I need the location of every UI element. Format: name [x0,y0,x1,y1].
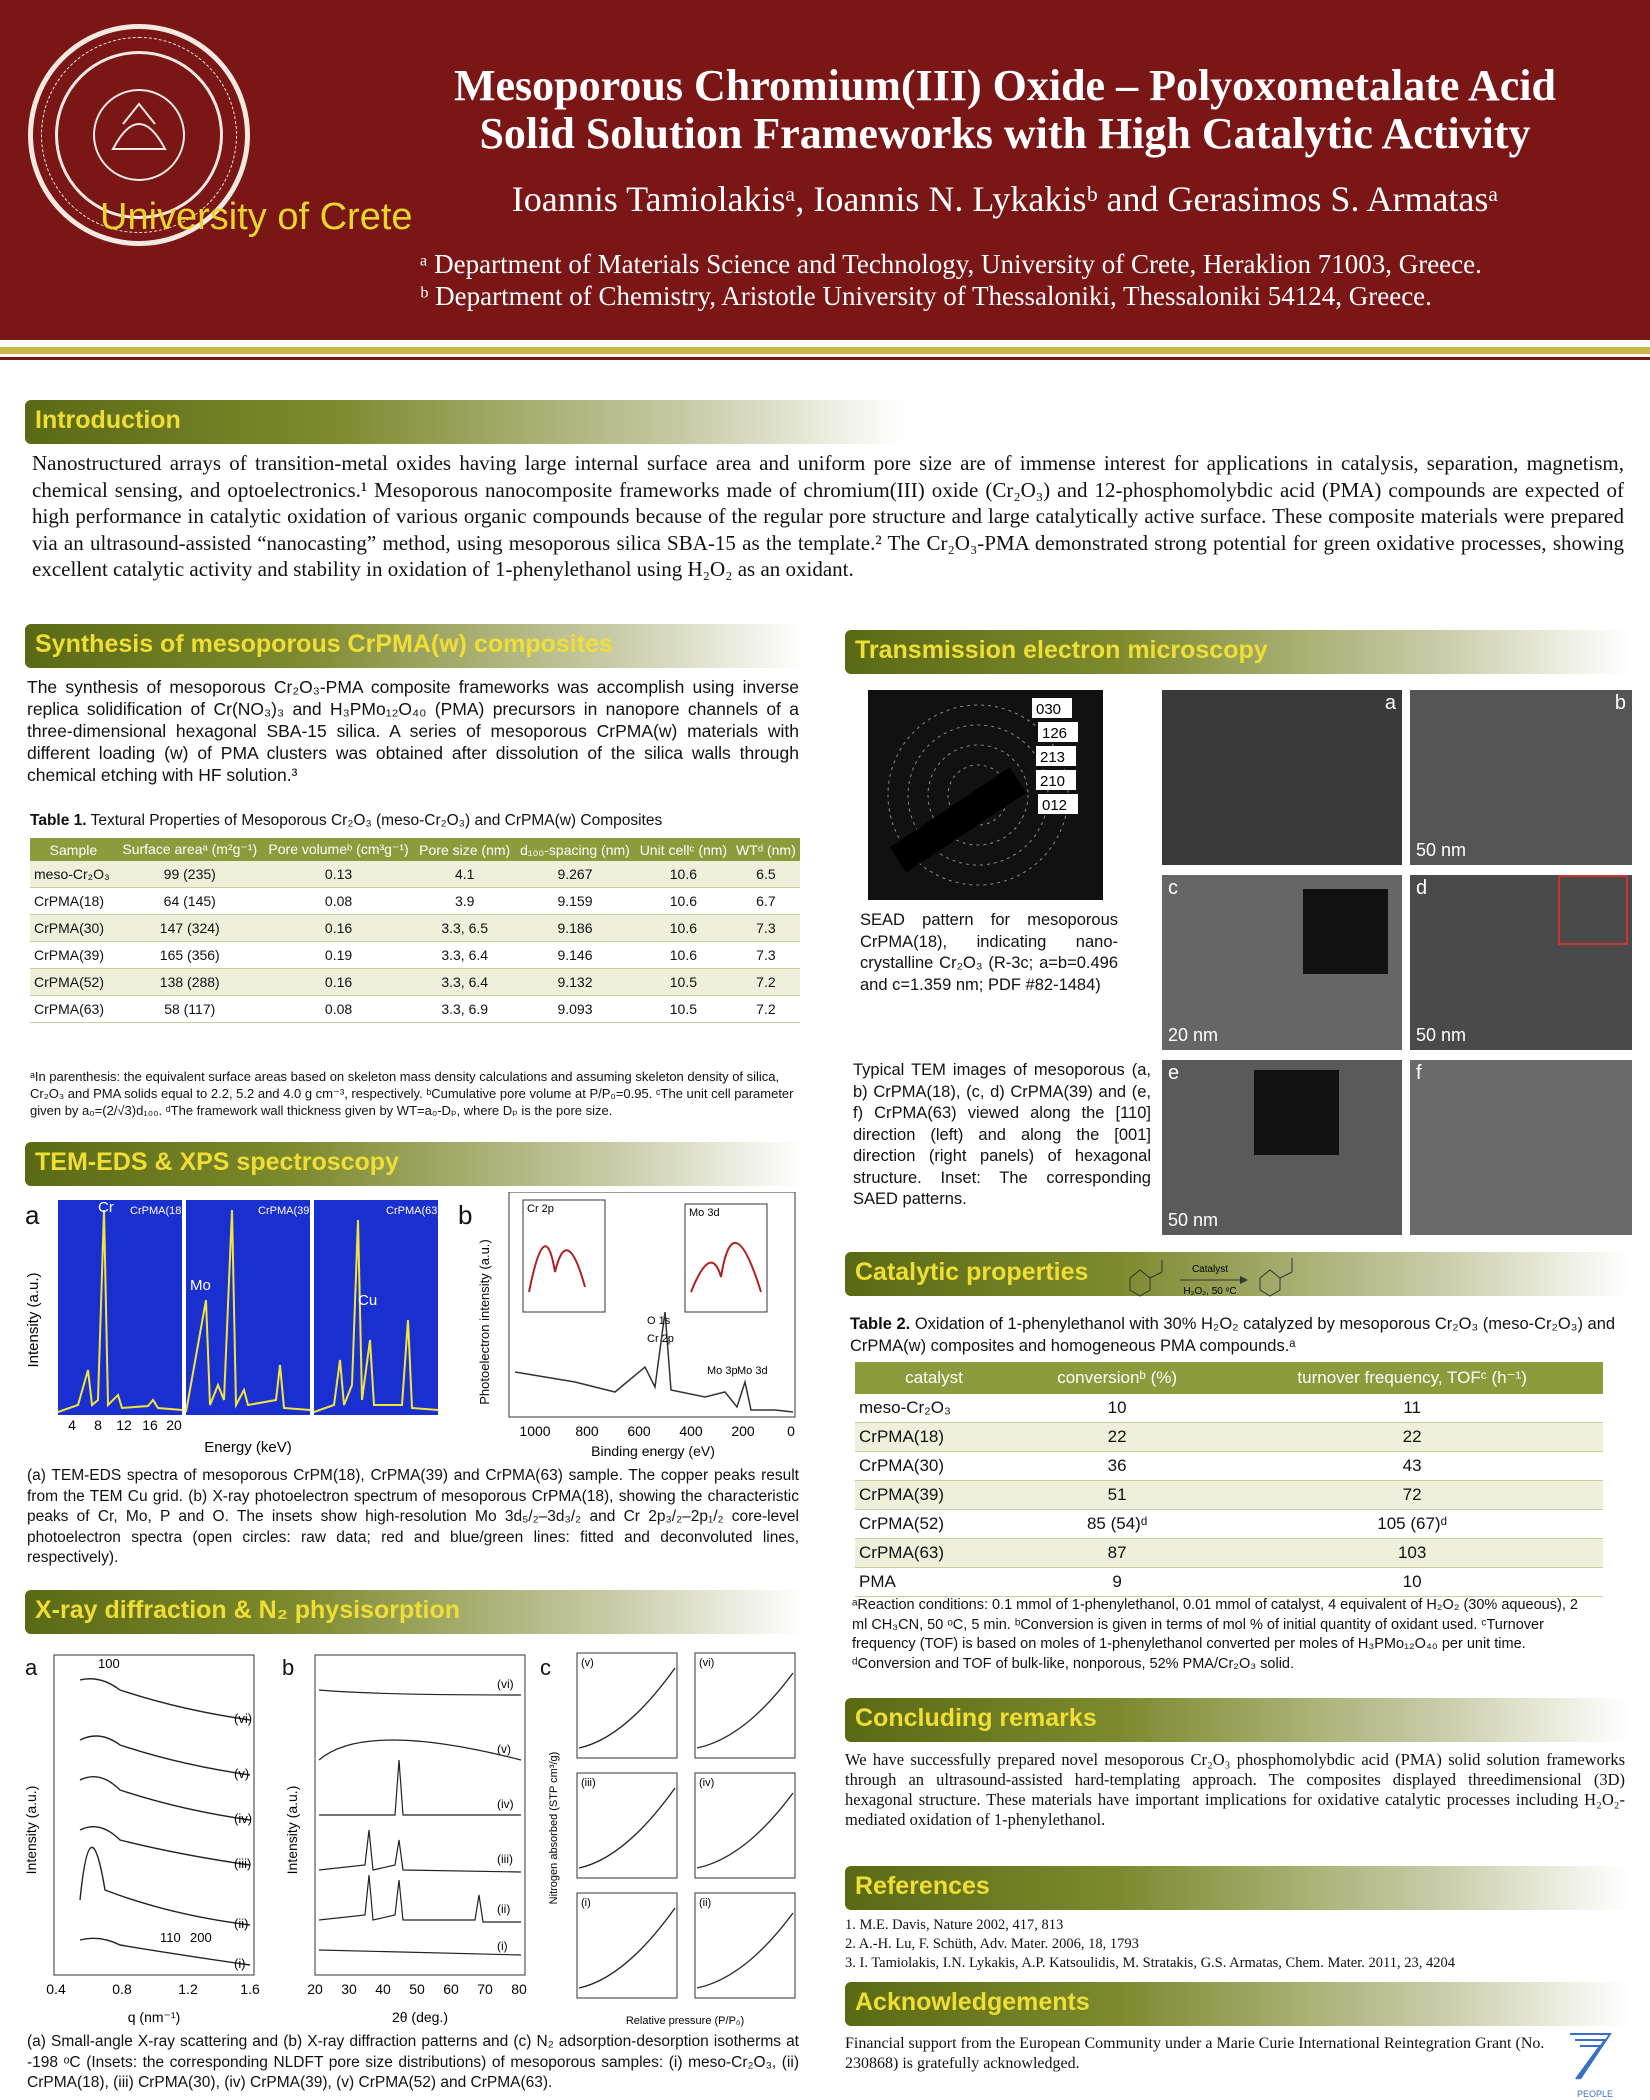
table1-cell: 6.7 [732,888,800,915]
n2-ylabel: Nitrogen absorbed (STP cm³/g) [548,1751,560,1905]
university-name: University of Crete [100,196,413,238]
table-row [855,1394,1603,1423]
synthesis-heading: Synthesis of mesoporous CrPMA(w) composites [25,624,805,668]
table1-cell: CrPMA(18) [30,888,117,915]
table2-cell: 10 [1013,1394,1221,1423]
svg-text:8: 8 [94,1417,102,1433]
ack-heading: Acknowledgements [845,1982,1630,2026]
affiliation-a: ᵃ Department of Materials Science and Technology, University of Crete, Heraklion 71003, Greece. [420,249,1482,279]
authors: Ioannis Tamiolakisᵃ, Ioannis N. Lykakisᵇ and Gerasimos S. Armatasᵃ [511,179,1499,219]
table1-cell: CrPMA(30) [30,915,117,942]
reference-1: 1. M.E. Davis, Nature 2002, 417, 813 [845,1917,1064,1933]
xps-peak-o1s: O 1s [647,1315,671,1327]
table-row [30,888,800,915]
table1-cell: 10.5 [635,969,732,996]
header-stripe [0,347,1650,354]
table1-cell: 7.2 [732,969,800,996]
xps-peak-mo3d: Mo 3d [737,1365,768,1377]
table-row [855,1481,1603,1510]
svg-text:(i): (i) [497,1939,508,1953]
table1-cell: 10.6 [635,942,732,969]
table1-col-header: Unit cellᶜ (nm) [635,838,732,861]
scheme-conditions: H₂O₂, 50 ᵒC [1183,1286,1237,1297]
table1-cell: 9.159 [515,888,635,915]
table1-cell: 99 (235) [117,861,263,888]
table1-cell: CrPMA(39) [30,942,117,969]
table2-cell: 43 [1221,1452,1603,1481]
table2-cell: 72 [1221,1481,1603,1510]
eds-title-2: CrPMA(39) [258,1205,314,1217]
header-stripe-thin [0,357,1650,360]
eds-panel-label: a [25,1200,40,1230]
table1-caption-text: Textural Properties of Mesoporous Cr₂O₃ (meso-Cr₂O₃) and CrPMA(w) Composites [90,812,663,829]
table2-caption [850,1314,1628,1357]
svg-text:20: 20 [307,1981,323,1997]
eds-title-1: CrPMA(18) [130,1205,186,1217]
table1 [30,838,800,1023]
table1-col-header: WTᵈ (nm) [732,838,800,861]
xrd-caption: (a) Small-angle X-ray scattering and (b) X-ray diffraction patterns and (c) N₂ adsorption-desorption isotherms at -198 ᵒC (Insets: the corresponding NLDFT pore size distributions) of mesoporous samples: (i) meso-Cr₂O₃, (ii) CrPMA(18), (iii) CrPMA(30), (iv) CrPMA(39), (v) CrPMA(52) and CrPMA(63). [27,2033,799,2091]
table1-cell: 10.6 [635,861,732,888]
table2-cell: 22 [1013,1423,1221,1452]
eds-label-cr: Cr [98,1199,114,1216]
xrd-xticks [307,1981,527,1997]
xrd-panel-b: b [282,1655,295,1680]
eds-title-3: CrPMA(63) [386,1205,442,1217]
table1-cell: 3.3, 6.4 [414,969,515,996]
eds-xlabel: Energy (keV) [204,1439,292,1456]
table-row [30,942,800,969]
table1-cell: 6.5 [732,861,800,888]
table1-caption-label: Table 1. [30,812,87,829]
table2-cell: 51 [1013,1481,1221,1510]
tem-inset-d [1558,875,1628,945]
table2-cell: CrPMA(39) [855,1481,1013,1510]
xps-peak-mo3p: Mo 3p [707,1365,738,1377]
xps-inset-cr [523,1200,605,1312]
table1-cell: 10.6 [635,888,732,915]
table1-cell: CrPMA(63) [30,996,117,1023]
table-row [30,861,800,888]
svg-text:20: 20 [166,1417,182,1433]
table1-cell: 58 (117) [117,996,263,1023]
concluding-heading: Concluding remarks [845,1698,1630,1742]
tem-caption: Typical TEM images of mesoporous (a, b) CrPMA(18), (c, d) CrPMA(39) and (e, f) CrPMA(63) viewed along the [110] direction (left) and along the [001] direction (right panels) of hexagonal structure. Inset: The corresponding SAED patterns. [853,1061,1151,1208]
table2-cell: 85 (54)ᵈ [1013,1510,1221,1539]
svg-text:200: 200 [731,1423,755,1439]
table2-cell: 22 [1221,1423,1603,1452]
saed-caption: SEAD pattern for mesoporous CrPMA(18), indicating nano-crystalline Cr₂O₃ (R-3c; a=b=0.496 and c=1.359 nm; PDF #82-1484) [860,911,1118,994]
table2-footnote: ᵃReaction conditions: 0.1 mmol of 1-phenylethanol, 0.01 mmol of catalyst, 4 equivalent of H₂O₂ (30% aqueous), 2 ml CH₃CN, 50 ᵒC, 5 min. ᵇConversion is given in terms of mol % of initial quantity of oxidant used. ᶜTurnover frequency (TOF) is based on moles of 1-phenylethanol converted per moles of H₃PMo₁₂O₄₀ per unit time. ᵈConversion and TOF of bulk-like, nonporous, 52% PMA/Cr₂O₃ solid. [852,1597,1578,1672]
table2-cell: CrPMA(18) [855,1423,1013,1452]
svg-text:(v): (v) [497,1742,511,1756]
table1-cell: 165 (356) [117,942,263,969]
saed-pattern-image [868,690,1103,900]
table1-cell: 7.3 [732,915,800,942]
table1-cell: 3.3, 6.5 [414,915,515,942]
svg-text:(vi): (vi) [234,1711,253,1726]
n2-series-labels [581,1657,714,1909]
svg-text:800: 800 [575,1423,599,1439]
svg-text:60: 60 [443,1981,459,1997]
svg-text:(iii): (iii) [497,1852,513,1866]
xps-inset-cr-label: Cr 2p [527,1203,554,1215]
n2-xlabel: Relative pressure (P/P₀) [625,2015,745,2027]
svg-text:(ii): (ii) [699,1897,712,1909]
svg-text:(i): (i) [234,1956,246,1971]
saed-label-030: 030 [1036,701,1062,718]
table1-col-header: d₁₀₀-spacing (nm) [515,838,635,861]
references-heading: References [845,1866,1630,1910]
table2-cell: meso-Cr₂O₃ [855,1394,1013,1423]
table1-cell: 3.3, 6.4 [414,942,515,969]
table1-cell: 64 (145) [117,888,263,915]
eds-label-cu: Cu [358,1292,378,1309]
tem-inset-e [1254,1070,1339,1155]
xrd-heading: X-ray diffraction & N₂ physisorption [25,1590,805,1634]
title-line-2: Solid Solution Frameworks with High Catalytic Activity [479,109,1531,158]
xrd-panel-a: a [25,1655,38,1680]
table2 [855,1362,1603,1597]
tem-image-b: b 50 nm [1410,690,1632,865]
xps-ylabel: Photoelectron intensity (a.u.) [477,1239,492,1405]
scheme-catalyst: Catalyst [1191,1264,1229,1275]
xrd-xlabel: 2θ (deg.) [391,2009,449,2025]
table1-cell: 3.3, 6.9 [414,996,515,1023]
eds-chart [20,1190,460,1460]
table-row [855,1539,1603,1568]
tem-image-e: e 50 nm [1162,1060,1402,1235]
table-row [855,1510,1603,1539]
tem-image-f: f [1410,1060,1632,1235]
svg-text:(ii): (ii) [234,1916,249,1931]
saxs-xlabel: q (nm⁻¹) [127,2009,181,2025]
tem-inset-c [1303,889,1388,974]
svg-text:0: 0 [787,1423,795,1439]
svg-text:(iv): (iv) [234,1811,253,1826]
people-logo-text: PEOPLE [1576,2089,1614,2099]
svg-text:1000: 1000 [519,1423,551,1439]
table2-cell: PMA [855,1568,1013,1597]
table-row [30,969,800,996]
ack-text: Financial support from the European Community under a Marie Curie International Reintegration Grant (No. 230868) is gratefully acknowledged. [845,2035,1545,2072]
n2-chart [545,1648,800,2033]
tem-image-a: a [1162,690,1402,865]
saxs-peak-200: 200 [190,1930,212,1945]
svg-text:0.4: 0.4 [46,1981,66,1997]
table2-header-row [855,1362,1603,1394]
reaction-scheme [1110,1250,1320,1306]
saed-label-126: 126 [1042,725,1068,742]
table1-cell: 10.6 [635,915,732,942]
table1-cell: 0.08 [263,888,415,915]
saxs-ylabel: Intensity (a.u.) [23,1785,39,1875]
table2-cell: 9 [1013,1568,1221,1597]
tem-eds-heading: TEM-EDS & XPS spectroscopy [25,1142,805,1186]
xps-chart [475,1192,805,1462]
table2-cell: CrPMA(30) [855,1452,1013,1481]
svg-text:30: 30 [341,1981,357,1997]
table-row [30,915,800,942]
table1-header-row [30,838,800,861]
xrd-panel-c: c [540,1655,551,1680]
table1-cell: 0.08 [263,996,415,1023]
xps-xticks [519,1423,795,1439]
table2-col-header: catalyst [855,1362,1013,1394]
tem-image-c: c 20 nm [1162,875,1402,1050]
table1-col-header: Pore size (nm) [414,838,515,861]
table1-cell: 147 (324) [117,915,263,942]
svg-text:4: 4 [68,1417,76,1433]
intro-heading: Introduction [25,400,905,444]
xps-xlabel: Binding energy (eV) [591,1443,715,1459]
eds-ylabel: Intensity (a.u.) [25,1272,42,1368]
svg-text:70: 70 [477,1981,493,1997]
table1-col-header: Surface areaᵃ (m²g⁻¹) [117,838,263,861]
saxs-peak-100: 100 [98,1656,120,1671]
svg-text:(i): (i) [581,1897,591,1909]
affiliations [420,248,1640,312]
tem-image-d: d 50 nm [1410,875,1632,1050]
references-list [845,1916,1625,1973]
table1-cell: 0.16 [263,969,415,996]
affiliation-b: ᵇ Department of Chemistry, Aristotle University of Thessaloniki, Thessaloniki 54124, Greece. [420,281,1432,311]
table1-cell: CrPMA(52) [30,969,117,996]
table2-cell: 105 (67)ᵈ [1221,1510,1603,1539]
svg-text:600: 600 [627,1423,651,1439]
table2-col-header: turnover frequency, TOFᶜ (h⁻¹) [1221,1362,1603,1394]
table-row [855,1568,1603,1597]
table1-cell: 3.9 [414,888,515,915]
saxs-peak-110: 110 [160,1930,181,1945]
table2-caption-text: Oxidation of 1-phenylethanol with 30% H₂O₂ catalyzed by mesoporous Cr₂O₃ (meso-Cr₂O₃) and CrPMA(w) composites and homogeneous PMA compounds.ᵃ [850,1315,1616,1355]
poster-title [370,62,1640,158]
concluding-text: We have successfully prepared novel mesoporous Cr₂O₃ phosphomolybdic acid (PMA) solid solution frameworks through an ultrasound-assisted hard-templating approach. The composites displayed threedimensional (3D) hexagonal structure. These materials have important implications for oxidative catalytic processes including H₂O₂-mediated oxidation of 1-phenylethanol. [845,1750,1625,1829]
table1-cell: 0.13 [263,861,415,888]
table2-cell: 10 [1221,1568,1603,1597]
catalytic-heading: Catalytic properties [845,1252,1630,1296]
intro-text: Nanostructured arrays of transition-metal oxides having large internal surface area and uniform pore size are of immense interest for applications in catalysis, separation, magnetism, chemical sensing, and optoelectronics.¹ Mesoporous nanocomposite frameworks made of chromium(III) oxide (Cr₂O₃) and 12-phosphomolybdic acid (PMA) compounds are expected of high performance in catalytic oxidation of various organic compounds because of the regular pore structure and large catalytically active surface. These composite materials were prepared via an ultrasound-assisted “nanocasting” method, using mesoporous silica SBA-15 as the template.² The Cr₂O₃-PMA demonstrated strong potential for green oxidative processes, showing excellent catalytic activity and stability in oxidation of 1-phenylethanol using H₂O₂ as an oxidant. [32,451,1624,581]
tem-heading: Transmission electron microscopy [845,630,1630,674]
svg-text:(vi): (vi) [497,1677,514,1691]
reference-3: 3. I. Tamiolakis, I.N. Lykakis, A.P. Katsoulidis, M. Stratakis, G.S. Armatas, Chem. Mater. 2011, 23, 4204 [845,1955,1455,1971]
table2-col-header: conversionᵇ (%) [1013,1362,1221,1394]
title-line-1: Mesoporous Chromium(III) Oxide – Polyoxometalate Acid [454,61,1556,110]
table2-cell: 36 [1013,1452,1221,1481]
table1-cell: 7.3 [732,942,800,969]
svg-text:(iv): (iv) [699,1777,715,1789]
svg-text:400: 400 [679,1423,703,1439]
svg-text:80: 80 [511,1981,527,1997]
saxs-series-labels [234,1711,252,1971]
svg-text:1.6: 1.6 [240,1981,260,1997]
xps-inset-mo-label: Mo 3d [689,1207,720,1219]
synthesis-text: The synthesis of mesoporous Cr₂O₃-PMA composite frameworks was accomplish using inverse replica solidification of Cr(NO₃)₃ and H₃PMo₁₂O₄₀ (PMA) precursors in nanopore channels of a three-dimensional hexagonal SBA-15 silica. A series of mesoporous CrPMA(w) materials with different loading (w) of PMA clusters was obtained after dissolution of the silica walls through chemical etching with HF solution.³ [27,677,799,785]
table1-cell: 0.16 [263,915,415,942]
svg-text:(iii): (iii) [581,1777,596,1789]
svg-text:50: 50 [409,1981,425,1997]
table1-cell: 9.186 [515,915,635,942]
table1-col-header: Pore volumeᵇ (cm³g⁻¹) [263,838,415,861]
table2-cell: 103 [1221,1539,1603,1568]
table2-cell: CrPMA(52) [855,1510,1013,1539]
table1-cell: meso-Cr₂O₃ [30,861,117,888]
svg-text:12: 12 [116,1417,132,1433]
svg-text:40: 40 [375,1981,391,1997]
svg-text:0.8: 0.8 [112,1981,132,1997]
table1-footnote: ᵃIn parenthesis: the equivalent surface areas based on skeleton mass density calculations and assuming skeleton density of silica, Cr₂O₃ and PMA solids equal to 2.2, 5.2 and 4.0 g cm⁻³, respectively. ᵇCumulative pore volume at P/P₀=0.95. ᶜThe unit cell parameter given by a₀=(2/√3)d₁₀₀. ᵈThe framework wall thickness given by WT=a₀-Dₚ, where Dₚ is the pore size. [30,1069,794,1118]
table-row [30,996,800,1023]
svg-text:(vi): (vi) [699,1657,715,1669]
table2-cell: CrPMA(63) [855,1539,1013,1568]
table1-cell: 9.093 [515,996,635,1023]
reference-2: 2. A.-H. Lu, F. Schüth, Adv. Mater. 2006, 18, 1793 [845,1936,1139,1952]
xrd-chart [275,1650,535,2030]
table1-col-header: Sample [30,838,117,861]
svg-text:1.2: 1.2 [178,1981,198,1997]
xrd-ylabel: Intensity (a.u.) [284,1785,300,1875]
table2-caption-label: Table 2. [850,1315,911,1333]
table1-cell: 138 (288) [117,969,263,996]
table1-cell: 0.19 [263,942,415,969]
svg-text:16: 16 [142,1417,158,1433]
saed-label-213: 213 [1040,749,1066,766]
table1-cell: 10.5 [635,996,732,1023]
svg-text:(v): (v) [234,1766,250,1781]
saed-label-210: 210 [1040,773,1066,790]
svg-text:(iv): (iv) [497,1797,514,1811]
tem-eds-caption: (a) TEM-EDS spectra of mesoporous CrPM(18), CrPMA(39) and CrPMA(63) sample. The copper peaks result from the TEM Cu grid. (b) X-ray photoelectron spectrum of mesoporous CrPMA(18), showing the characteristic peaks of Cr, Mo, P and O. The insets show high-resolution Mo 3d₅/₂–3d₃/₂ and Cr 2p₃/₂–2p₁/₂ core-level photoelectron spectra (open circles: raw data; red and blue/green lines: fitted and deconvoluted lines, respectively). [27,1467,799,1566]
table1-cell: 9.267 [515,861,635,888]
table1-cell: 7.2 [732,996,800,1023]
table1-cell: 4.1 [414,861,515,888]
table1-cell: 9.146 [515,942,635,969]
table-row [855,1423,1603,1452]
xps-panel-label: b [458,1200,473,1230]
saxs-chart [20,1650,270,2030]
eds-panel-1 [58,1200,182,1415]
table-row [855,1452,1603,1481]
svg-text:(v): (v) [581,1657,594,1669]
saxs-xticks [46,1981,260,1997]
fp7-people-logo-icon [1560,2024,1630,2099]
xps-peak-cr2p: Cr 2p [647,1333,674,1345]
table2-cell: 87 [1013,1539,1221,1568]
svg-text:(iii): (iii) [234,1856,252,1871]
table1-caption [30,812,800,830]
svg-text:(ii): (ii) [497,1902,511,1916]
eds-label-mo: Mo [190,1277,211,1294]
saed-label-012: 012 [1042,797,1068,814]
table2-cell: 11 [1221,1394,1603,1423]
eds-xticks [68,1417,182,1433]
table1-cell: 9.132 [515,969,635,996]
